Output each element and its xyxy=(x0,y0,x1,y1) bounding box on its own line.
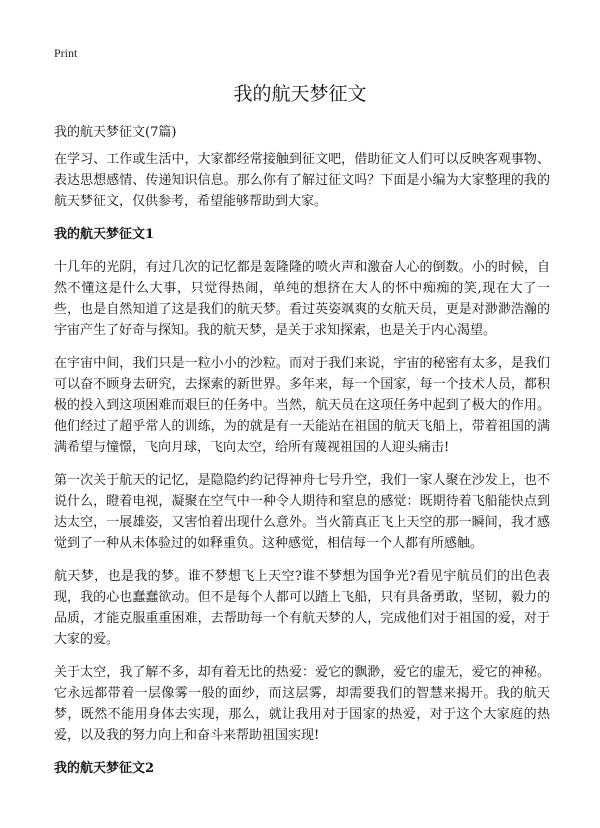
paragraph: 在宇宙中间，我们只是一粒小小的沙粒。而对于我们来说，宇宙的秘密有太多，是我们可以奋不顾身去研究，去探索的新世界。多年来，每一个国家，每一个技术人员，都积极的投入到这项困难而艰巨的任务中。当然，航天员在这项任务中起到了极大的作用。他们经过了超乎常人的训练，为的就是有一天能站在祖国的航天飞船上，带着祖国的满满希望与憧憬，飞向月球，飞向太空，给所有蔑视祖国的人迎头痛击! xyxy=(54,356,550,455)
intro-paragraph: 在学习、工作或生活中，大家都经常接触到征文吧，借助征文人们可以反映客观事物、表达思想感情、传递知识信息。那么你有了解过征文吗？下面是小编为大家整理的我的航天梦征文，仅供参考，希望能够帮助到大家。 xyxy=(54,152,550,209)
page-title: 我的航天梦征文 xyxy=(233,83,367,105)
document-subtitle: 我的航天梦征文(7篇) xyxy=(54,125,177,140)
paragraph: 十几年的光阴，有过几次的记忆都是轰隆隆的喷火声和激奋人心的倒数。小的时候，自然不懂这是什么大事，只觉得热闹，单纯的想挤在大人的怀中痴痴的笑,现在大了一些，也是自然知道了这是我们的航天梦。看过英姿飒爽的女航天员，更是对渺渺浩瀚的宇宙产生了好奇与探知。我的航天梦，是关于求知探索，也是关于内心渴望。 xyxy=(54,260,550,338)
paragraph: 第一次关于航天的记忆，是隐隐约约记得神舟七号升空，我们一家人聚在沙发上，也不说什么，瞪着电视，凝聚在空气中一种令人期待和窒息的感觉：既期待着飞船能快点到达太空，一展雄姿，又害怕着出现什么意外。当火箭真正飞上天空的那一瞬间，我才感觉到了一种从未体验过的如释重负。这种感觉，相信每一个人都有所感触。 xyxy=(54,473,550,551)
section-heading: 我的航天梦征文2 xyxy=(54,761,155,776)
section-heading: 我的航天梦征文1 xyxy=(54,227,155,242)
paragraph: 关于太空，我了解不多，却有着无比的热爱：爱它的飘渺，爱它的虚无，爱它的神秘。它永远都带着一层像雾一般的面纱，而这层雾，却需要我们的智慧来揭开。我的航天梦，既然不能用身体去实现，那么，就让我用对于国家的热爱，对于这个大家庭的热爱，以及我的努力向上和奋斗来帮助祖国实现! xyxy=(54,665,550,743)
paragraph: 航天梦，也是我的梦。谁不梦想飞上天空?谁不梦想为国争光?看见宇航员们的出色表现，我的心也蠢蠢欲动。但不是每个人都可以踏上飞船，只有具备勇敢，坚韧，毅力的品质，才能克服重重困难，去帮助每一个有航天梦的人，完成他们对于祖国的爱，对于大家的爱。 xyxy=(54,569,550,647)
print-link[interactable]: Print xyxy=(54,46,78,60)
document-body xyxy=(54,149,550,791)
